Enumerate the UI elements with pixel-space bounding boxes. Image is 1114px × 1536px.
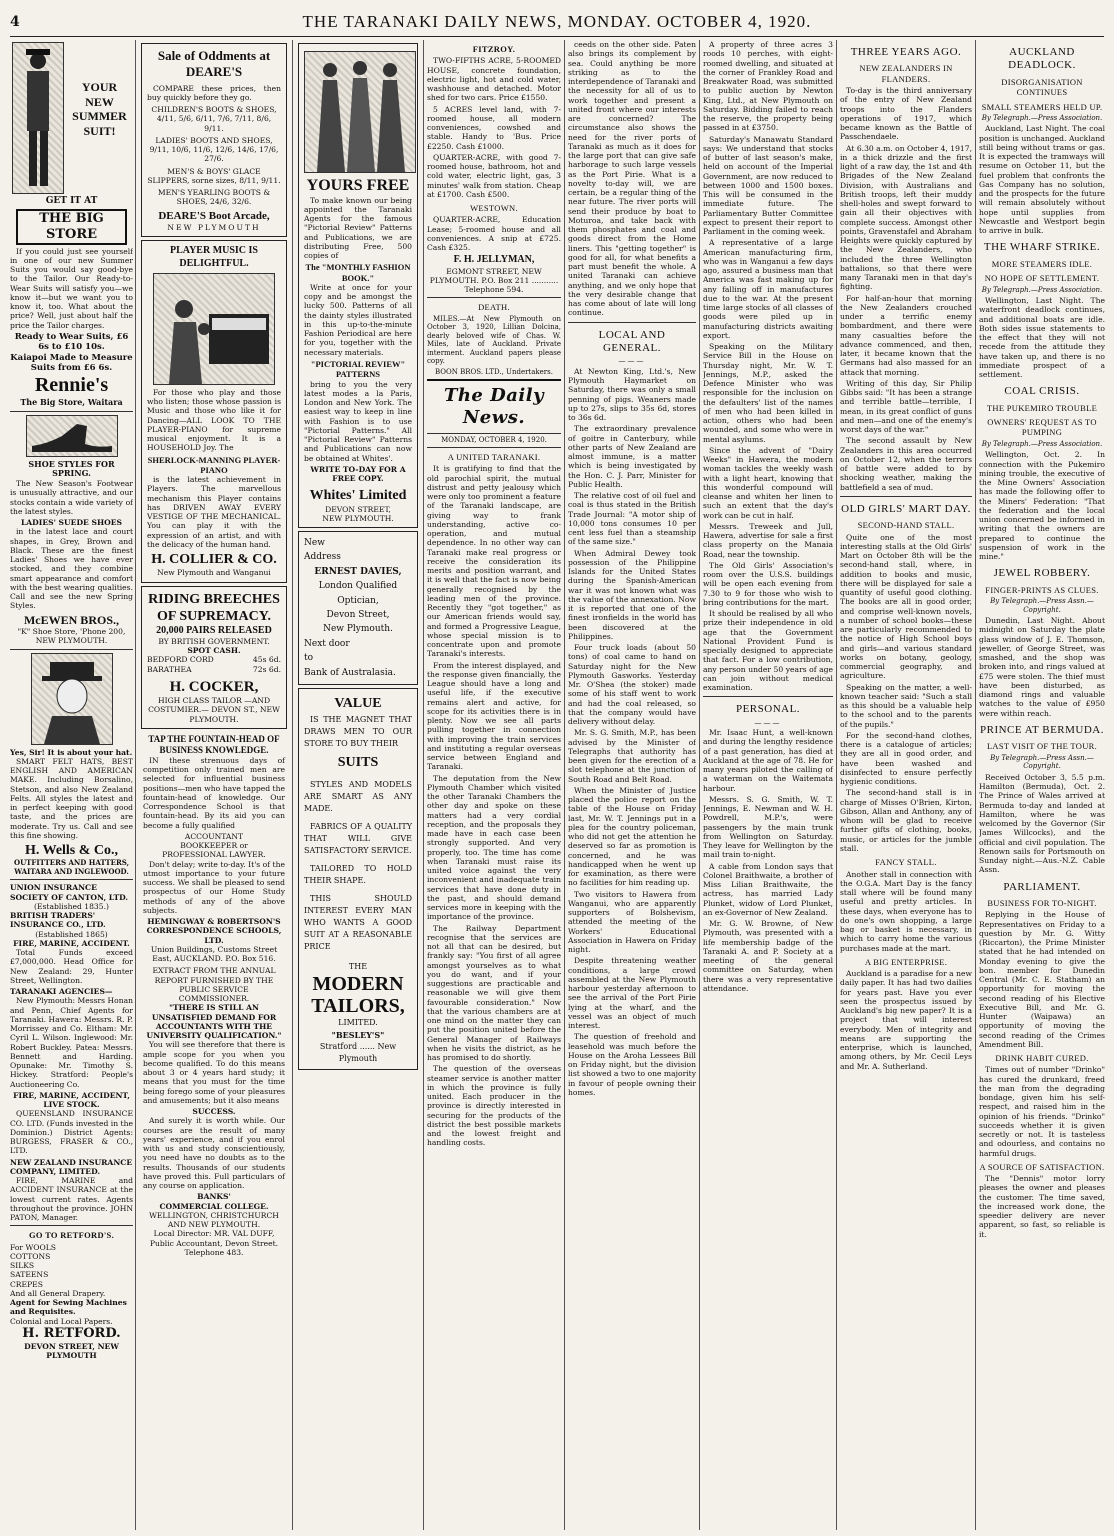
column-rule (423, 40, 424, 1530)
retford-address: DEVON STREET, NEW PLYMOUTH (24, 1341, 119, 1360)
summer-ad-body: If you could just see yourself in one of our new Summer Suits you would say good-bye to the Tailor. Our Ready-to-Wear Suits will satisfy you—we know it—but we want you to know it, too. What about the price? Well, just about half the price the Tailor charges. (10, 246, 133, 330)
value-heading: VALUE (334, 695, 382, 711)
deadlock-subhead: DISORGANISATION CONTINUES (1001, 76, 1083, 98)
hemingway-title: TAP THE FOUNTAIN-HEAD OF BUSINESS KNOWLEDGE. (148, 733, 280, 755)
local-news-item: The question of freehold and leasehold was much before the House on the Aroha Lessees Bill on Friday night, but the division list showed a two to one majority in favour of people owning their homes. (568, 1032, 696, 1097)
optician-ad (298, 531, 418, 685)
wharf-subhead: MORE STEAMERS IDLE. (991, 258, 1093, 269)
hemingway-quote: "THERE IS STILL AN UNSATISFIED DEMAND FOR ACCOUNTANTS WITH THE UNIVERSITY QUALIFICATION." (146, 1003, 282, 1041)
summer-ad-line: SUMMER (72, 109, 127, 124)
optician-street: Devon Street, (326, 609, 390, 620)
besleys-building: "BESLEY'S" (331, 1029, 385, 1040)
mcewen-bros-logo: McEWEN BROS., (23, 612, 119, 627)
retford-item: Agent for Sewing Machines and Requisites. (10, 1298, 127, 1317)
property-listing: TWO-FIFTHS ACRE, 5-ROOMED HOUSE, concrete foundation, electric light, hot and cold water, washhouse and detached. Motor shed for two cars. Price £1550. (427, 56, 561, 103)
shoe-ad-body: The New Season's Footwear is unusually attractive, and our stocks contain a wide variety of the latest styles. (10, 479, 133, 516)
modern-tailors-logo: MODERN TAILORS, (311, 972, 405, 1017)
column-2 (139, 40, 289, 1530)
column-rule (836, 40, 837, 1530)
shoe-illustration (26, 415, 118, 457)
deares-oddments-ad (141, 43, 287, 237)
rennies-tagline: The Big Store, Waitara (20, 396, 123, 407)
retford-ad (10, 1230, 133, 1360)
man-in-suit-illustration (12, 42, 64, 194)
article-paragraph: At 6.30 a.m. on October 4, 1917, in a thick drizzle and the first light of a raw day, the 1st and 4th Brigades of the New Zealand Division, with Australians and British troops, left their muddy shell-holes and swept forward to gain all their objectives with complete success. Amongst other points, Gravenstafel and Abraham Heights were quickly captured by the New Zealanders, who included the three Wellington battalions, so that there were many Taranaki men in that day's fighting. (840, 143, 972, 292)
local-news-item: Four truck loads (about 50 tons) of coal came to hand on Saturday night for the New Plymouth Gasworks. Yesterday Mr. O'Shea (the stoker) made some of his staff went to work and had the coal released, so that the company would have delivery without delay. (568, 643, 696, 727)
newspaper-masthead-title: THE TARANAKI DAILY NEWS, MONDAY. OCTOBER 4, 1920. (302, 12, 812, 31)
retford-title: GO TO RETFORD'S. (28, 1230, 115, 1241)
local-news-item: A representative of a large American manufacturing firm, who was in Wanganui a few days ago, assured a business man that America was fast making up for any falling off in manufactures due to the war. At the present time large stocks of all classes of goods were piled up in manufacturing districts awaiting export. (703, 238, 833, 340)
personal-headline: PERSONAL. (735, 703, 801, 716)
coal-crisis-headline: COAL CRISIS. (1004, 385, 1080, 398)
column-3 (296, 40, 420, 1530)
ladies-suede-heading: LADIES' SUEDE SHOES (20, 518, 123, 528)
insurance-entry (10, 911, 133, 939)
leader-dateline: MONDAY, OCTOBER 4, 1920. (441, 436, 547, 445)
hemingway-robertson-ad (139, 732, 289, 1259)
breeches-item-label: BARATHEA (147, 664, 192, 674)
player-ad-title: PLAYER MUSIC IS DELIGHTFUL. (170, 245, 258, 269)
tailors-line: TAILORED TO HOLD THEIR SHAPE. (304, 863, 412, 885)
local-news-item: It should be realised by all who prize their independence in old age that the Government National Provident Fund is specially designed to appreciate that fact. For a low contribution, any person under 50 years of age can join without medical examination. (703, 609, 833, 692)
insurance-name: FIRE, MARINE, ACCIDENT. (13, 938, 130, 948)
insurance-detail: New Plymouth: Messrs Honan and Penn, Chief Agents for Taranaki. Hawera: Messrs. R. P. Morrissey and Co. Eltham: Mr. Cyril L. Wilson. Inglewood: Mr. Robert Buckley. Patea: Messrs. Bennett and Harding. Opunake: Mr. Timothy S. Hickey. Stratford: People's Auctioneering Co. (10, 996, 133, 1089)
parliament-subhead: BUSINESS FOR TO-NIGHT. (987, 897, 1097, 908)
column-5: ceeds on the other side. Paten also brings its complement by sea. Could anything be more striking as to the interdependence of Taranaki and the necessity for all of us to work together and present a united front where our interests are concerned? The circumstance also shows the need for the river ports of Taranaki as much as it does for the large port that can give safe harborage to such large vessels as the Port Pirie. What is a novelty to-day will, we are certain, be a regular thing of the near future. The river ports will send their produce by boat to Moturoa, and take back with them phosphates and coal and goods direct from the Home liners. This "getting together" is good for all, for what benefits a part must benefit the whole. A united Taranaki can achieve anything, and we only hope that the very desirable change that has come about of late will long continue. LOCAL AND GENERAL. ——— At Newton King, Ltd.'s, New Plymouth Haymarket on Saturday, there was only a small penning of pigs. Weaners made up to 27s, slips to 35s 6d, stores to 36s 6d. The extraordinary prevalence of goitre in Canterbury, while other parts of New Zealand are almost immune, is a matter which is being investigated by the Hon. C. J. Parr, Minister for Public Health. The relative cost of oil fuel and coal is thus stated in the British Trade Journal: "A motor ship of 10,000 tons consumes 10 per cent less fuel than a steamship of the same size." When Admiral Dewey took possession of the Philippine Islands for the United States during the Spanish-American war it was not known what was the value of the annexation. Now it is reported that one of the finest ironfields in the world has been discovered at the Philippines. Four truck loads (about 50 tons) of coal came to hand on Saturday night for the New Plymouth Gasworks. Yesterday Mr. O'Shea (the stoker) made some of his staff went to work and had the coal released, so that the company would have delivery without delay. Mr. S. G. Smith, M.P., has been advised by the Minister of Telegraphs that authority has been given for the erection of a slot telephone at the junction of South Road and Belt Road. When the Minister of Justice placed the police report on the table of the House on Friday last, Mr. W. T. Jennings put in a plea for the country policeman, who did not get the attention he deserved so far as promotion is concerned, and he was handicapped when he went up for examination, as there were no facilities for him reading up. Two visitors to Hawera from Wanganui, who are apparently supporters of Bolshevism, attended the meeting of the Workers' Educational Association in Hawera on Friday night. Despite threatening weather conditions, a large crowd assembled at the New Plymouth harbour yesterday afternoon to see the arrival of the Port Pirie lying at the wharf, and the vessel was an object of much interest. The question of freehold and leasehold was much before the House on the Aroha Lessees Bill on Friday night, but the division list showed a two to one majority in favour of people owning their homes. (568, 40, 696, 1097)
tailors-limited: LIMITED. (338, 1017, 378, 1027)
player-model: SHERLOCK-MANNING PLAYER-PIANO (147, 454, 281, 475)
retford-item: And all General Drapery. (10, 1288, 106, 1298)
leader-paragraph: The Railway Department recognise that the services are not all that can be desired, but frankly say: "You first of all agree amongst yourselves as to what you do want, and if your suggestions are practicable and reasonable we will give them favourable consideration." Now that the various chambers are at one mind on the matter they can put the position united before the General Manager of Railways when he visits the district, as he has promised to do shortly. (427, 923, 561, 1063)
article-paragraph: Times out of number "Drinko" has cured the drunkard, freed the man from the degrading bondage, given him his self-respect, and raised him in the opinion of his friends. "Drinko" succeeds whether it is given secretly or not. It is tasteless and odourless, and contains no harmful drugs. (979, 1065, 1105, 1158)
leader-paragraph: The deputation from the New Plymouth Chamber which visited the other Taranaki Chambers the other day and spoke on these matters had a very cordial reception, and the proposals they made have in each case been strongly supported. And very properly, too. The time has come when Taranaki must raise its united voice against the very inconvenient and inadequate train services that have done duty in the past, and should demand services more in keeping with the importance of the province. (427, 773, 561, 922)
leader-headline: A UNITED TARANAKI. (447, 451, 541, 462)
insurance-entry (10, 987, 133, 1089)
deares-brand: DEARE'S Boot Arcade, (158, 209, 270, 222)
deares-item: MEN'S YEARLING BOOTS & SHOES, 24/6, 32/6. (157, 188, 271, 207)
death-heading: DEATH. (478, 302, 510, 313)
big-enterprise-heading: A BIG ENTERPRISE. (864, 956, 948, 967)
deares-item: MEN'S & BOYS' GLACE SLIPPERS, sorne sizes, 8/11, 9/11. (147, 166, 281, 185)
westown-heading: WESTOWN. (470, 203, 518, 214)
player-ad-body: For those who play and those who listen; those whose passion is Music and those who like it for Dancing—ALL LOOK TO THE PLAYER-PIANO for supreme musical enjoyment. It is a HOUSEHOLD Joy. The (147, 387, 281, 453)
ready-to-wear-price: Ready to Wear Suits, £6 6s to £10 10s. (14, 331, 129, 353)
monthly-fashion-book: The "MONTHLY FASHION BOOK." (305, 262, 411, 283)
yours-free-body-3: bring to you the very latest modes a la Paris, London and New York. The easiest way to keep in line with Fashion is to use "Pictorial Patterns." All "Pictorial Review" Patterns and Publications can now be obtained at Whites'. (304, 379, 412, 463)
optician-next-door: Next door (304, 638, 350, 649)
breeches-title: RIDING BREECHES OF SUPREMACY. (148, 591, 280, 624)
local-news-item: Despite threatening weather conditions, a large crowd assembled at the New Plymouth harbour yesterday afternoon to see the arrival of the Port Pirie lying at the wharf, and the vessel was an object of much interest. (568, 956, 696, 1031)
wharf-strike-headline: THE WHARF STRIKE. (983, 241, 1101, 254)
article-paragraph: Writing of this day, Sir Philip Gibbs said: "It has been a strange and terrible battle—terrible, I mean, in its great conflict of guns and men—and one of the enemy's worst days of the war." (840, 378, 972, 435)
breeches-price-row (147, 655, 281, 664)
summer-ad-line: NEW (85, 94, 114, 109)
article-paragraph: Auckland is a paradise for a new daily paper. It has had two dailies for years past. Have you ever seen the prospectus issued by Auckland's big new paper? It is a project that will interest everybody. Men of integrity and means are supporting the enterprise, which is launched, among others, by Mr. Cecil Leys and Mr. A. Sutherland. (840, 969, 972, 1071)
college-address: WELLINGTON, CHRISTCHURCH AND NEW PLYMOUTH. (149, 1210, 279, 1230)
press-byline: By Telegraph.—Press Assn.—Copyright. (990, 597, 1094, 614)
college-director: Local Director: MR. VAL DUFF, (153, 1229, 275, 1239)
article-paragraph: Speaking on the matter, a well-known teacher said: "Such a stall as this should be a valuable help to the school and to the parents of the pupils." (840, 682, 972, 729)
masthead (10, 8, 1104, 37)
column-rule (564, 40, 565, 1530)
local-general-headline: LOCAL AND GENERAL. (598, 328, 666, 354)
retford-item: For WOOLS (10, 1242, 56, 1252)
made-to-measure-price: Kaiapoi Made to Measure Suits from £6 6s. (10, 352, 133, 374)
personal-item: Mr. Isaac Hunt, a well-known and during the lengthy residence of a past generation, has died at Auckland at the age of 78. He for many years piloted the calling of a waterman on the Waitemata harbour. (703, 728, 833, 793)
property-sale-item: A property of three acres 3 roods 10 perches, with eight-roomed dwelling, and situated at the corner of Frankley Road and Breakwater Road, was submitted to public auction by Newton King, Ltd., at New Plymouth on Saturday. Bidding failed to reach the reserve, the property being passed in at £3750. (703, 40, 833, 133)
insurance-detail: Total Funds exceed £7,000,000. Head Office for New Zealand: 29, Hunter Street, Wellington. (10, 948, 133, 985)
leader-continued: ceeds on the other side. Paten also brings its complement by sea. Could anything be more striking as to the interdependence of Taranaki and the necessity for all of us to work together and present a united front where our interests are concerned? The circumstance also shows the need for the river ports of Taranaki as much as it does for the large port that can give safe harborage to such large vessels as the Port Pirie. What is a novelty to-day will, we are certain, be a regular thing of the near future. The river ports will send their produce by boat to Moturoa, and take back with them phosphates and coal and goods direct from the Home liners. This "getting together" is good for all, for what benefits a part must benefit the whole. A united Taranaki can achieve anything, and we only hope that the very desirable change that has come about of late will long continue. (568, 40, 696, 318)
leader-paragraph: From the interest displayed, and the response given financially, the League should have a long and useful life, if the executive remains alert and active, for scope for its activities there is in plenty. Now we see all parts pulling together in connection with improving the train services and instituting a regular overseas service between England and Taranaki. (427, 660, 561, 772)
hemingway-brand: HEMINGWAY & ROBERTSON'S CORRESPONDENCE SCHOOLS, LTD. (146, 917, 282, 945)
tailors-towns: Stratford ...... New Plymouth (319, 1041, 397, 1063)
insurance-entry (10, 1091, 133, 1156)
personal-item: Mr. G. W. Browne, of New Plymouth, was presented with a life membership badge of the Taranaki A. and P. Society at a meeting of the general committee on Saturday, when there was a very representative attendance. (703, 919, 833, 993)
summer-suit-ad (10, 40, 133, 408)
page-number: 4 (10, 14, 20, 30)
rennies-logo: Rennie's (34, 374, 109, 397)
column-rule (292, 40, 293, 1530)
hat-ad-intro: Yes, Sir! It is about your hat. (10, 747, 133, 757)
hemingway-address: Union Buildings, Customs Street East, AUCKLAND. P.O. Box 516. (150, 944, 278, 964)
retford-item: SATEENS (10, 1270, 49, 1280)
player-piano-ad (141, 240, 287, 582)
commercial-college: COMMERCIAL COLLEGE. (159, 1201, 269, 1211)
column-8 (979, 40, 1105, 1530)
tailors-line: STYLES AND MODELS ARE SMART AS ANY MADE. (304, 779, 412, 813)
deares-item: LADIES' BOOTS AND SHOES, 9/11, 10/6, 11/6, 12/6, 14/6, 17/6, 27/6. (149, 135, 279, 164)
local-news-item: Since the advent of "Dairy Weeks" in Hawera, the modern woman tackles the weekly wash with a light heart, knowing that this wonderful compound will cleanse and whiten her linen to such an extent that the day's work can be cut in half. (703, 445, 833, 520)
jellyman-logo: F. H. JELLYMAN, (453, 254, 535, 266)
tailors-line: FABRICS OF A QUALITY THAT WILL GIVE SATISFACTORY SERVICE. (304, 821, 412, 855)
h-wells-logo: H. Wells & Co., (24, 843, 119, 859)
insurance-detail: (Established 1865) (35, 929, 108, 939)
retford-item: SILKS (10, 1261, 35, 1271)
deares-title: Sale of Oddments at DEARE'S (157, 48, 271, 79)
collier-towns: New Plymouth and Wanganui (157, 568, 271, 578)
tailors-the: THE (348, 961, 368, 971)
article-paragraph: The "Dennis" motor lorry pleases the owner and pleases the customer. The time saved, the increased work done, the speedier delivery are never apparent, so fast, so reliable is it. (979, 1174, 1105, 1239)
h-collier-logo: H. COLLIER & CO. (151, 552, 277, 568)
wharf-subhead-2: NO HOPE OF SETTLEMENT. (984, 273, 1100, 284)
retford-logo: H. RETFORD. (22, 1325, 121, 1341)
article-paragraph: For the second-hand clothes, there is a catalogue of articles; they are all in good order, and have been washed and disinfected to ensure perfectly hygienic conditions. (840, 730, 972, 787)
modern-tailors-ad (298, 688, 418, 1070)
breeches-item-price: 72s 6d. (252, 664, 281, 674)
death-notice (427, 302, 561, 376)
local-news-item: Two visitors to Hawera from Wanganui, who are apparently supporters of Bolshevism, attended the meeting of the Workers' Educational Association in Hawera on Friday night. (568, 889, 696, 955)
article-paragraph: Quite one of the most interesting stalls at the Old Girls' Mart on October 8th will be the second-hand stall, where, in addition to books and music, there will be displayed for sale a quantity of useful good clothing. The books are all in good order, and comprise well-known novels, a number of school books—these are particularly recommended to the notice of High School boys and girls—and various standard works on botany, geology, commercial geography, and agriculture. (840, 532, 972, 681)
three-years-ago-headline: THREE YEARS AGO. (850, 46, 962, 58)
press-byline: By Telegraph.—Press Association. (981, 285, 1103, 294)
ladies-suede-body: in the latest lace and court shapes, in Grey, Brown and Black. These are the finest Ladies' Shoes we have ever stocked, and they combine smart appearance and comfort with the best wearing qualities. Call and see the new Spring Styles. (10, 527, 133, 611)
local-news-item: At Newton King, Ltd.'s, New Plymouth Haymarket on Saturday, there was only a small penning of pigs. Weaners made up to 27s, slips to 35s 6d, stores to 36s 6d. (568, 366, 696, 423)
hemingway-body-3: You will see therefore that there is ample scope for you when you become qualified. To do this means about 3 or 4 years hard study; it means that you must for the time being forego some of your pleasures and amusements; but it also means (143, 1040, 285, 1105)
mcewen-address: "K" Shoe Store, 'Phone 200, NEW PLYMOUTH. (17, 627, 126, 646)
column-7 (840, 40, 972, 1530)
property-listing: QUARTER-ACRE, Education Lease; 5-roomed house and all conveniences. A snip at £725. Cash £325. (427, 215, 561, 253)
insurance-entry (10, 1158, 133, 1223)
mart-day-headline: OLD GIRLS' MART DAY. (841, 502, 971, 515)
coal-subhead-2: OWNERS' REQUEST AS TO PUMPING (987, 417, 1097, 438)
director-address: Public Accountant, Devon Street. Telephone 483. (149, 1238, 279, 1257)
column-1 (10, 40, 133, 1530)
local-news-item: Messrs. Treweek and Jull, Hawera, advertise for sale a first class property on the Manaia Road, near the township. (703, 521, 833, 559)
optician-bank: Bank of Australasia. (304, 667, 396, 678)
column-rule (135, 40, 136, 1530)
whites-limited-logo: Whites' Limited (309, 488, 407, 504)
local-news-item: When Admiral Dewey took possession of the Philippine Islands for the United States during the Spanish-American war it was not known what was the value of the annexation. Now it is reported that one of the finest ironfields in the world has been discovered at the Philippines. (568, 548, 696, 641)
breeches-source: BY BRITISH GOVERNMENT. (158, 636, 270, 646)
local-news-item: The Old Girls' Association's room over the U.S.S. buildings will be open each evening from 7.30 to 9 for those who wish to bring contributions for the mart. (703, 560, 833, 607)
shoe-styles-ad (10, 415, 133, 646)
fashion-figures-illustration (304, 51, 416, 173)
banks-label: BANKS' (197, 1192, 231, 1202)
insurance-detail: (Established 1835.) (34, 901, 109, 911)
insurance-detail: QUEENSLAND INSURANCE CO. LTD. (Funds invested in the Dominion.) District Agents: BURGESS, FRASER & CO., LTD. (10, 1109, 133, 1156)
deadlock-subhead-2: SMALL STEAMERS HELD UP. (981, 101, 1103, 112)
hemingway-body-4: And surely it is worth while. Our courses are the result of many years' experience, and if you enrol with us and study conscientiously, you need have no doubts as to the results. Thousands of our students have proved this. Full particulars of any course on application. (143, 1116, 285, 1191)
insurance-name: FIRE, MARINE, ACCIDENT, LIVE STOCK. (13, 1090, 130, 1110)
deares-intro: COMPARE these prices, then buy quickly before they go. (147, 83, 281, 102)
get-it-at: GET IT AT (45, 196, 98, 206)
breeches-item-label: BEDFORD CORD (147, 655, 214, 665)
insurance-listings (10, 883, 133, 1222)
hat-ad-body: SMART FELT HATS, BEST ENGLISH AND AMERICAN MAKE. Including Borsalino, Stetson, and also New Zealand Felts. All styles the latest and in perfect keeping with good taste, and the prices are moderate. Try us. Call and see this fine showing. (10, 756, 133, 840)
local-news-item: The extraordinary prevalence of goitre in Canterbury, while other parts of New Zealand are almost immune, is a matter which is being investigated by the Hon. C. J. Parr, Minister for Public Health. (568, 424, 696, 489)
hemingway-success: SUCCESS. (192, 1107, 236, 1117)
insurance-name: BRITISH TRADERS' INSURANCE CO., LTD. (10, 911, 106, 930)
jellyman-address: EGMONT STREET, NEW PLYMOUTH. P.O. Box 211 ........... Telephone 594. (429, 266, 559, 295)
leader-paragraph: It is gratifying to find that the old parochial spirit, the mutual distrust and petty jealousy which were only too prominent a feature of the Taranaki landscape, are giving way to frank understanding, active co-operation, and mutual dependence. In no other way can Taranaki make real progress or receive the consideration its merits and position warrant, and it is well that the fact is now being generally recognised by the leading men of the province. Recently they "got together," as our American friends would say, and formed a Progressive League, whose special mission is to concentrate upon and promote Taranaki's interests. (427, 464, 561, 659)
article-paragraph: The second-hand stall is in charge of Misses O'Brien, Kirton, Gibson, Allan and Anthony, any of whom will be glad to receive further gifts of clothing, books, music, or articles for the jumble stall. (840, 788, 972, 853)
breeches-item-price: 45s 6d. (252, 655, 281, 665)
local-news-item: When the Minister of Justice placed the police report on the table of the House on Friday last, Mr. W. T. Jennings put in a plea for the country policeman, who did not get the attention he deserved so far as promotion is concerned, and he was handicapped when he went up for examination, as there were no facilities for him reading up. (568, 785, 696, 888)
press-byline: By Telegraph.—Press Association. (981, 439, 1103, 448)
optician-label: Address (304, 552, 341, 563)
hemingway-role: PROFESSIONAL LAWYER. (162, 850, 266, 860)
column-4 (427, 40, 561, 1530)
hemingway-role: BOOKKEEPER or (180, 841, 248, 851)
column-6: A property of three acres 3 roods 10 perches, with eight-roomed dwelling, and situated at the corner of Frankley Road and Breakwater Road, was submitted to public auction by Newton King, Ltd., at New Plymouth on Saturday. Bidding failed to reach the reserve, the property being passed in at £3750. Saturday's Manawatu Standard says: We understand that stocks of butter of last season's make, held on account of the Imperial Government, are now reduced to between 1000 and 1500 boxes. This will be consumed in the immediate future. The Parliamentary Butter Committee expect to present their report to Parliament in the coming week. A representative of a large American manufacturing firm, who was in Wanganui a few days ago, assured a business man that America was fast making up for any falling off in manufactures due to the war. At the present time large stocks of all classes of goods were piled up in manufacturing districts awaiting export. Speaking on the Military Service Bill in the House on Thursday night, Mr. W. T. Jennings, M.P., asked the Defence Minister who was responsible for the inclusion on the defaulters' list of the names of men who had been killed in action, others who had been wounded, and some who were in mental asylums. Since the advent of "Dairy Weeks" in Hawera, the modern woman tackles the weekly wash with a light heart, knowing that this wonderful compound will cleanse and whiten her linen to such an extent that the day's work can be cut in half. Messrs. Treweek and Jull, Hawera, advertise for sale a first class property on the Manaia Road, near the township. The Old Girls' Association's room over the U.S.S. buildings will be open each evening from 7.30 to 9 for those who wish to bring contributions for the mart. It should be realised by all who prize their independence in old age that the Government National Provident Fund is specially designed to appreciate that fact. For a low contribution, any person under 50 years of age can join without medical examination. PERSONAL. ——— Mr. Isaac Hunt, a well-known and during the lengthy residence of a past generation, has died at Auckland at the age of 78. He for many years piloted the calling of a waterman on the Waitemata harbour. Messrs. S. G. Smith, W. T. Jennings, E. Newman and W. H. Powdrell, M.P.'s, were passengers by the main trunk from Wellington on Saturday. They leave for Wellington by the mail train to-night. A cable from London says that Colonel Braithwaite, a brother of Miss Lilian Braithwaite, the actress, has married Lady Plunket, widow of Lord Plunket, an ex-Governor of New Zealand. Mr. G. W. Browne, of New Plymouth, was presented with a life membership badge of the Taranaki A. and P. Society at a meeting of the general committee on Saturday, when there was a very representative attendance. (703, 40, 833, 993)
article-paragraph: Dunedin, Last Night. About midnight on Saturday the plate glass window of J. E. Thomson, jeweller, of George Street, was smashed, and the shop was broken into, and rings valued at £75 were stolen. The thief must have been disturbed, as diamond rings and valuable watches to the value of £950 were within reach. (979, 616, 1105, 718)
riding-breeches-ad (141, 586, 287, 729)
article-paragraph: Auckland, Last Night. The coal position is unchanged. Auckland still being without trams or gas. It is expected the tramways will resume on October 11, but the fuel problem that confronts the Gas Company has no solution, and the prospects for the future will remain absolutely without hope until supplies from Newcastle and Westport begin to arrive in bulk. (979, 124, 1105, 236)
retford-item: Colonial and Local Papers. (10, 1316, 113, 1326)
press-byline: By Telegraph.—Press Assn.—Copyright. (990, 753, 1094, 771)
article-paragraph: Wellington, Last Night. The waterfront deadlock continues, and additional boats are idle. Both sides issue statements to the effect that they will not recede from the attitude they have taken up, and there is no immediate prospect of a settlement. (979, 296, 1105, 380)
insurance-name: UNION INSURANCE SOCIETY OF CANTON, LTD. (10, 883, 129, 902)
player-ad-body-2: is the latest achievement in Players. The marvellous mechanism this Player contains has DRIVEN AWAY EVERY VESTIGE OF THE MECHANICAL. You can play it with the expression of an artist, and with the delicacy of the human hand. (147, 475, 281, 549)
prince-bermuda-headline: PRINCE AT BERMUDA. (979, 723, 1104, 736)
family-at-piano-illustration (153, 273, 275, 385)
property-listing: QUARTER-ACRE, with good 7-roomed house, bathroom, hot and cold water, electric light, gas, 3 minutes' walk from station. Cheap at £1700. Cash £500. (427, 152, 561, 199)
jewel-robbery-headline: JEWEL ROBBERY. (993, 567, 1091, 580)
optician-name: ERNEST DAVIES, (314, 566, 402, 577)
bermuda-subhead: LAST VISIT OF THE TOUR. (986, 741, 1098, 752)
breeches-price-row (147, 665, 281, 674)
deares-town: NEW PLYMOUTH (167, 223, 261, 233)
tailors-line: THIS SHOULD INTEREST EVERY MAN WHO WANTS A GOOD SUIT AT A REASONABLE PRICE (304, 893, 412, 951)
fancy-stall-heading: FANCY STALL. (875, 857, 937, 868)
jewel-subhead: FINGER-PRINTS AS CLUES. (985, 584, 1099, 595)
mart-day-subhead: SECOND-HAND STALL. (857, 520, 955, 531)
local-news-item: Speaking on the Military Service Bill in the House on Thursday night, Mr. W. T. Jennings, M.P., asked the Defence Minister who was responsible for the inclusion on the defaulters' list of the names of men who had been killed in action, others who had been wounded, and some who were in mental asylums. (703, 342, 833, 444)
auckland-deadlock-headline: AUCKLAND DEADLOCK. (1008, 46, 1076, 72)
drink-habit-heading: DRINK HABIT CURED. (995, 1053, 1089, 1064)
whites-pictorial-review-ad (298, 43, 418, 528)
death-notice-body: MILES.—At New Plymouth on October 3, 1920, Lillian Dolcina, dearly beloved wife of Chas. W. Miles, late of Auckland. Private interment. Auckland papers please copy. (427, 314, 561, 366)
summer-ad-line: SUIT! (83, 123, 116, 138)
insurance-detail: FIRE, MARINE and ACCIDENT INSURANCE at the lowest current rates. Agents throughout the province. JOHN PATON, Manager. (10, 1176, 133, 1223)
article-paragraph: Another stall in connection with the O.G.A. Mart Day is the fancy stall where will be found many useful and pretty articles. In these days, when everyone has to do one's own shopping, a large bag or basket is necessary, in which to carry home the various purchases made at the mart. (840, 869, 972, 953)
undertakers-firm: BOON BROS. LTD., Undertakers. (435, 367, 553, 376)
hemingway-extract: EXTRACT FROM THE ANNUAL REPORT FURNISHED BY THE PUBLIC SERVICE COMMISSIONER. (152, 966, 276, 1004)
insurance-entry (10, 883, 133, 911)
optician-town: New Plymouth. (323, 624, 393, 635)
write-today-cta: WRITE TO-DAY FOR A FREE COPY. (310, 464, 406, 484)
big-store-banner: THE BIG STORE (16, 209, 127, 245)
personal-item: A cable from London says that Colonel Braithwaite, a brother of Miss Lilian Braithwaite, the actress, has married Lady Plunket, widow of Lord Plunket, an ex-Governor of New Zealand. (703, 861, 833, 917)
summer-ad-line: YOUR (81, 80, 118, 94)
column-rule (699, 40, 700, 1530)
hemingway-body-2: Don't delay; write to-day. It's of the utmost importance to your future success. We shall be pleased to send prospectus of our Home Study methods of any of the above subjects. (143, 859, 285, 915)
h-wells-tagline: OUTFITTERS AND HATTERS, WAITARA AND INGLEWOOD. (13, 858, 130, 876)
yours-free-body-2: Write at once for your copy and be amongst the lucky 500. Patterns of all the dainty styles illustrated in this up-to-the-minute Fashion Periodical are here for you, together with the necessary materials. (304, 282, 412, 357)
hemingway-body: IN these strenuous days of competition only trained men are selected for influential business positions—men who have tapped the fountain-head of knowledge. Our Correspondence School is that fountain-head. By its aid you can become a fully qualified (143, 755, 285, 830)
press-byline: By Telegraph.—Press Association. (981, 113, 1103, 122)
three-years-ago-subhead: NEW ZEALANDERS IN FLANDERS. (859, 63, 953, 84)
tailors-line: IS THE MAGNET THAT DRAWS MEN TO OUR STORE TO BUY THEIR (304, 714, 412, 748)
pictorial-patterns: "PICTORIAL REVIEW" PATTERNS (310, 358, 406, 380)
insurance-entry (10, 939, 133, 985)
column-rule (975, 40, 976, 1530)
coal-subhead: THE PUKEMIRO TROUBLE (986, 402, 1098, 413)
insurance-name: TARANAKI AGENCIES— (10, 987, 113, 997)
article-paragraph: Received October 3, 5.5 p.m. Hamilton (Bermuda), Oct. 2. The Prince of Wales arrived at Bermuda to-day and landed at Hamilton, where he was welcomed by the Governor (Sir James Willcocks), and the official and civil population. The Renown sails for Portsmouth on Sunday night.—Aus.-N.Z. Cable Assn. (979, 772, 1105, 875)
optician-label: New (304, 538, 325, 549)
local-news-item: Saturday's Manawatu Standard says: We understand that stocks of butter of last season's make, held on account of the Imperial Government, are now reduced to between 1000 and 1500 boxes. This will be consumed in the immediate future. The Parliamentary Butter Committee expect to present their report to Parliament in the coming week. (703, 134, 833, 236)
suits-heading: SUITS (337, 754, 379, 770)
article-paragraph: Replying in the House of Representatives on Friday to a question by Mr. G. Witty (Riccarton), the Prime Minister stated that he had intended on Monday evening to give the bon. member for Dunedin Central (Mr. C. E. Statham) an opportunity for moving the second reading of his Elective Executive Bill, and Mr. G. Hunter (Waipawa) an opportunity of moving the second reading of the Crimes Amendment Bill. (979, 910, 1105, 1049)
cocker-tagline: HIGH CLASS TAILOR —AND COSTUMIER.— DEVON ST., NEW PLYMOUTH. (148, 696, 280, 724)
optician-title: London Qualified Optician, (318, 581, 398, 606)
hemingway-role: ACCOUNTANT (184, 831, 244, 841)
parliament-headline: PARLIAMENT. (1003, 880, 1081, 893)
retford-item: COTTONS (10, 1251, 51, 1261)
yours-free-body: To make known our being appointed the Taranaki Agents for the famous "Pictorial Review" Patterns and Publications, we are distributing Free, 500 copies of (304, 195, 412, 261)
article-paragraph: Wellington, Oct. 2. In connection with the Pukemiro mining trouble, the executive of the Mine Owners' Association has made the following offer to the Miners' Federation: "That the federation and the local union concerned be informed in writing that the owners are prepared to continue the suspension of work in the mine." (979, 450, 1105, 562)
whites-town: NEW PLYMOUTH. (322, 513, 394, 523)
insurance-name: NEW ZEALAND INSURANCE COMPANY, LIMITED. (10, 1157, 133, 1176)
daily-news-nameplate: The Daily News. (443, 385, 545, 429)
local-news-item: Mr. S. G. Smith, M.P., has been advised by the Minister of Telegraphs that authority has been given for the erection of a slot telephone at the junction of South Road and Belt Road. (568, 728, 696, 784)
fitzroy-property-ad (427, 44, 561, 294)
leader-paragraph: The question of the overseas steamer service is another matter in which the province is fully united. Each producer in the province is directly interested in securing for the products of the district the best possible markets and the lowest freight and handling costs. (427, 1064, 561, 1148)
optician-to: to (304, 653, 314, 664)
retford-item: CREPES (10, 1279, 43, 1289)
satisfaction-heading: A SOURCE OF SATISFACTION. (979, 1161, 1105, 1172)
local-news-item: The relative cost of oil fuel and coal is thus stated in the British Trade Journal: "A motor ship of 10,000 tons consumes 10 per cent less fuel than a steamship of the same size." (568, 491, 696, 547)
whites-street: DEVON STREET, (325, 504, 391, 514)
hat-ad (10, 653, 133, 877)
fitzroy-heading: FITZROY. (472, 44, 516, 54)
gentleman-portrait-illustration (31, 653, 113, 745)
yours-free-title: YOURS FREE (306, 177, 410, 194)
property-listing: 5 ACRES level land, with 7-roomed house, all modern conveniences, cowshed and stable. Handy to 'Bus. Price £2250. Cash £1000. (427, 104, 561, 151)
shoe-ad-title: SHOE STYLES FOR SPRING. (28, 458, 115, 479)
deares-item: CHILDREN'S BOOTS & SHOES, 4/11, 5/6, 6/11, 7/6, 7/11, 8/6, 9/11. (151, 105, 277, 133)
article-paragraph: To-day is the third anniversary of the entry of New Zealand troops into the Flanders operations of 1917, which became known as the Battle of Passchendaele. (840, 86, 972, 142)
breeches-spot-cash: SPOT CASH. (187, 646, 241, 656)
article-paragraph: For half-an-hour that morning the New Zealanders crouched under a terrific enemy bombardment, and there were many casualties before the advance commenced, and then, later, it became known that the Germans had also massed for an attack that morning. (840, 293, 972, 377)
personal-item: Messrs. S. G. Smith, W. T. Jennings, E. Newman and W. H. Powdrell, M.P.'s, were passengers by the main trunk from Wellington on Saturday. They leave for Wellington by the mail train to-night. (703, 794, 833, 860)
article-paragraph: The second assault by New Zealanders in this area occurred on October 12, when the terrors of battle were added to by shocking weather, making the battlefield a sea of mud. (840, 436, 972, 492)
h-cocker-logo: H. COCKER, (169, 678, 259, 695)
breeches-count: 20,000 PAIRS RELEASED (156, 624, 272, 636)
